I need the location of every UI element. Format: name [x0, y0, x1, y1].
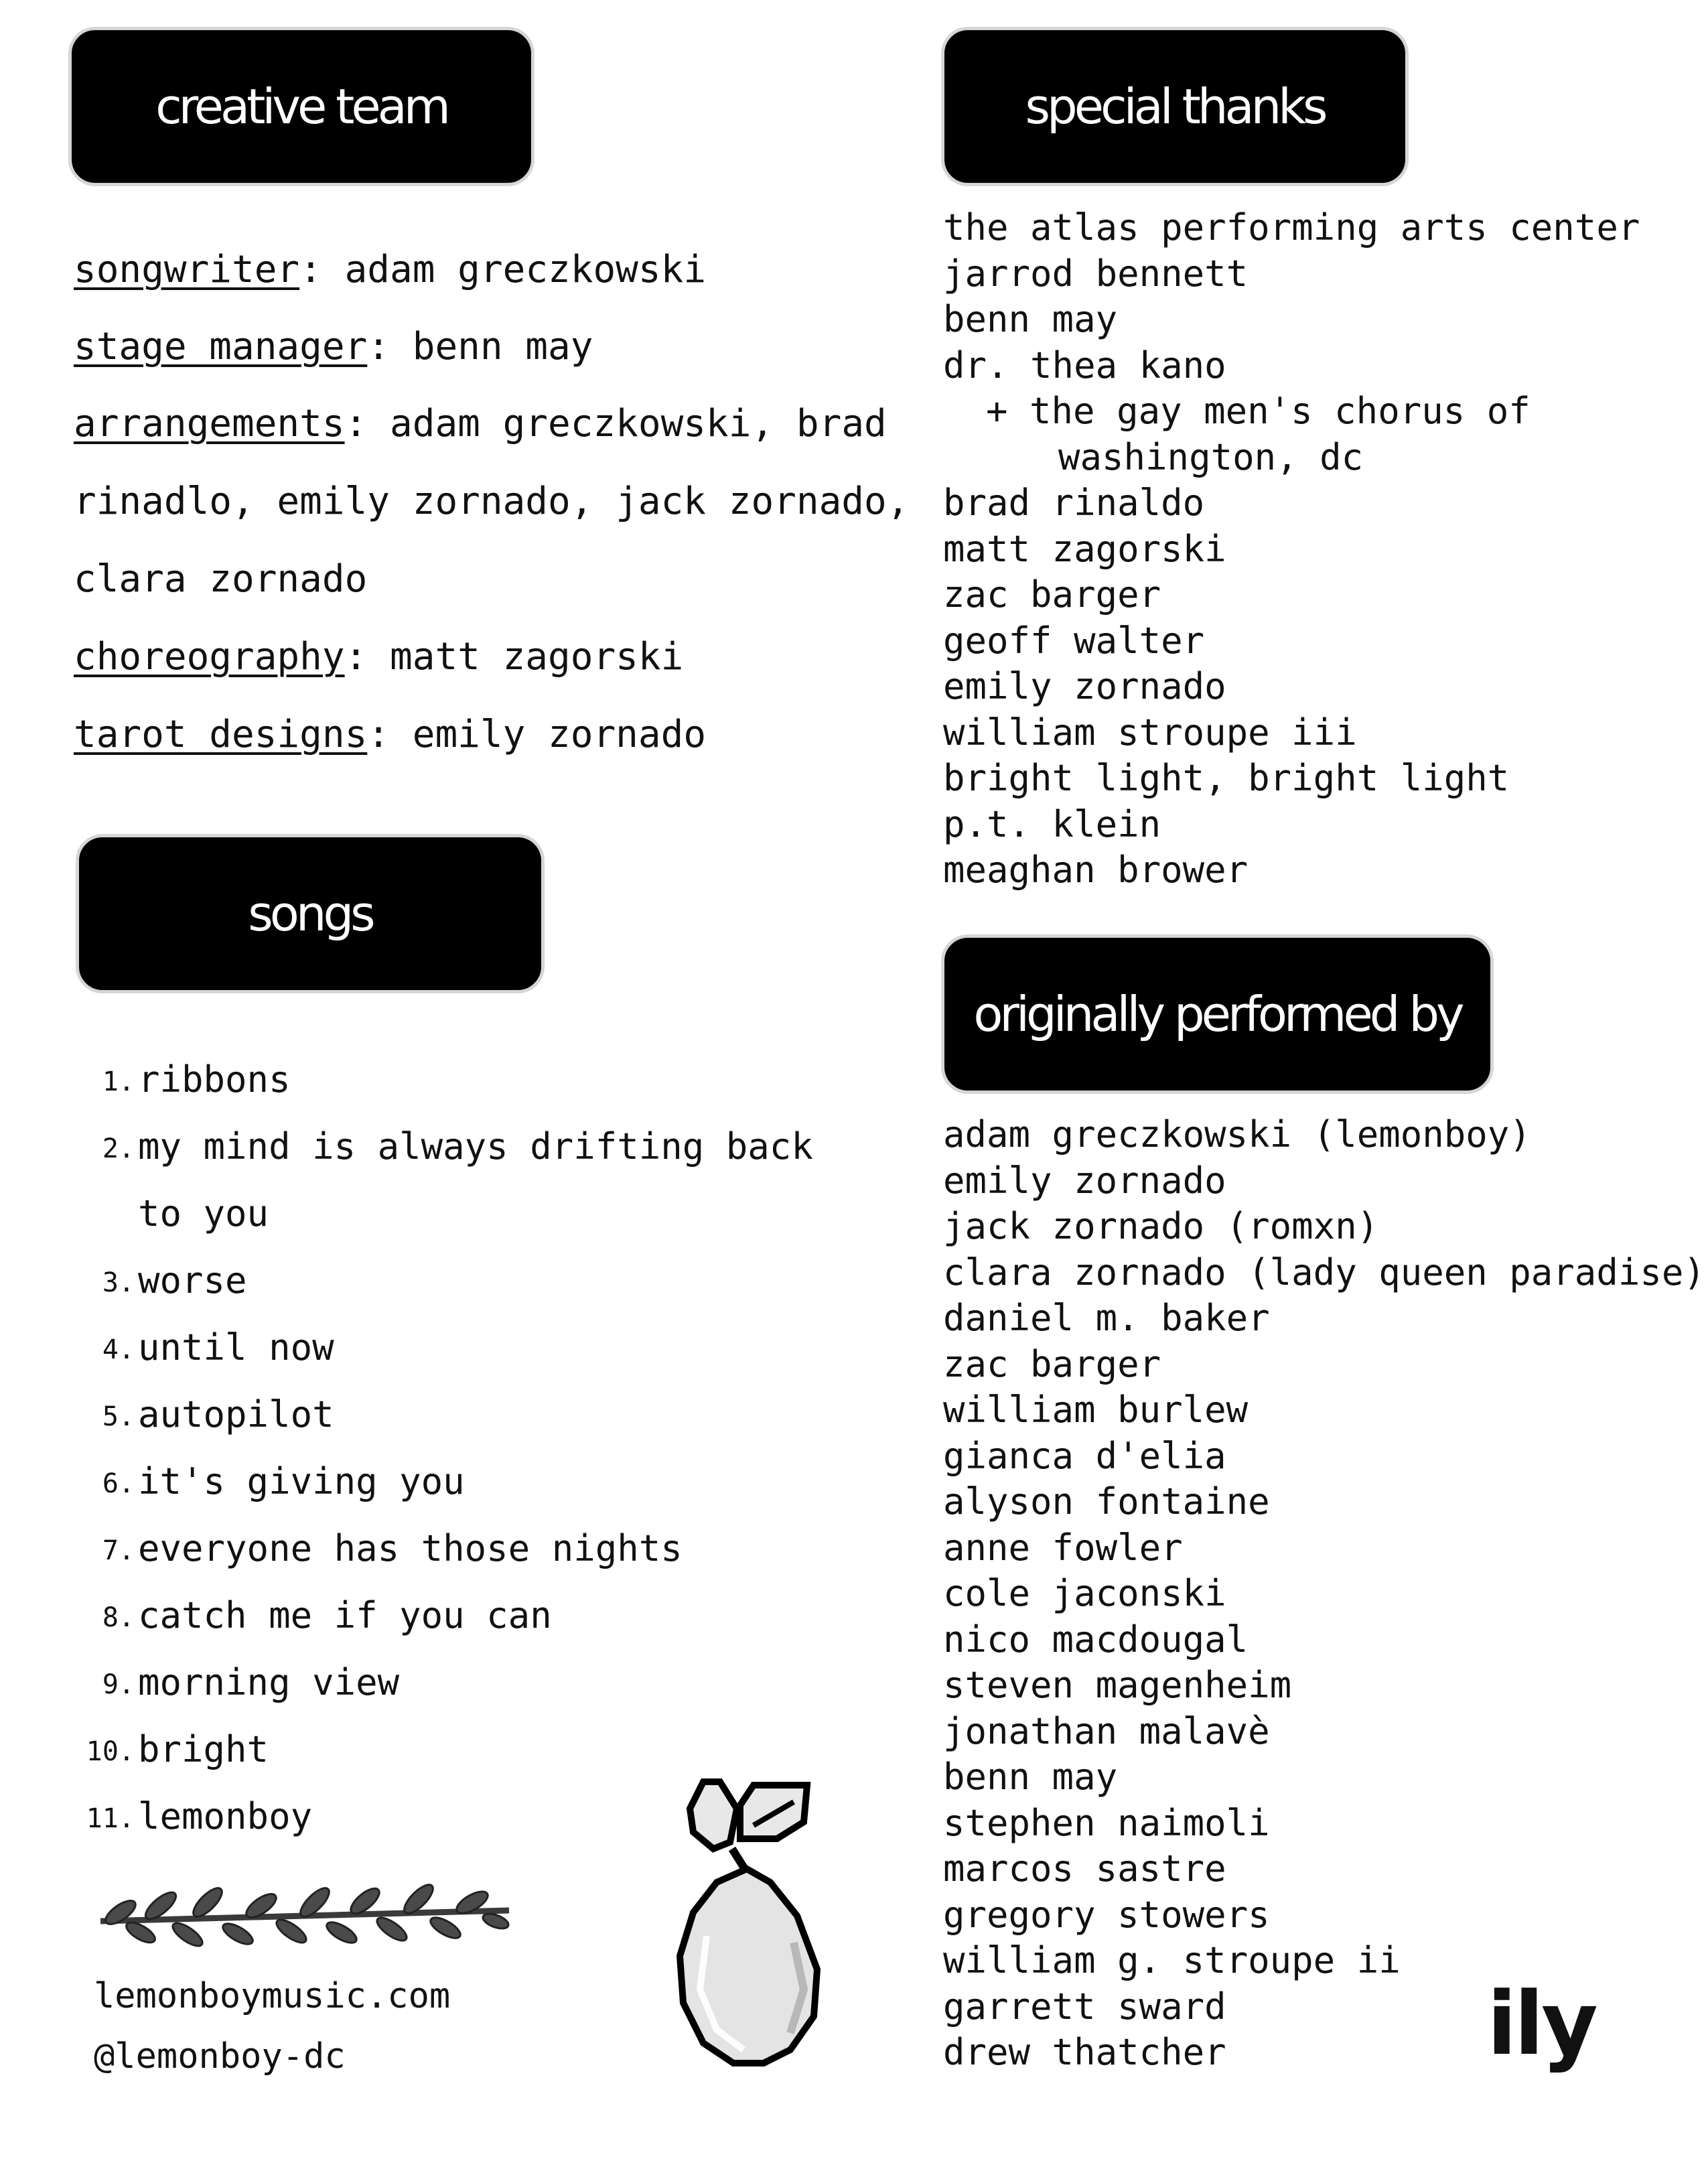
performer-item: marcos sastre — [943, 1847, 1226, 1890]
song-number: 3. — [102, 1267, 135, 1298]
song-item-continued — [138, 1192, 269, 1235]
song-number: 8. — [102, 1602, 135, 1633]
song-item — [102, 1259, 247, 1302]
songs-heading: songs — [76, 834, 545, 993]
performer-item: clara zornado (lady queen paradise) — [943, 1251, 1705, 1293]
credit-tarot-designs: tarot designs: emily zornado — [74, 713, 707, 756]
performer-item: garrett sward — [943, 1985, 1226, 2028]
performer-item: stephen naimoli — [943, 1801, 1270, 1844]
song-title: until now — [138, 1326, 334, 1369]
song-item — [102, 1393, 334, 1435]
song-title: it's giving you — [138, 1460, 465, 1502]
song-title: to you — [138, 1192, 269, 1235]
special-thanks-heading: special thanks — [941, 27, 1409, 186]
song-title: lemonboy — [138, 1795, 313, 1837]
social-handle[interactable]: @lemonboy-dc — [94, 2036, 346, 2077]
credit-names: emily zornado — [412, 713, 707, 756]
credit-choreography: choreography: matt zagorski — [74, 635, 684, 679]
creative-team-heading: creative team — [68, 27, 535, 186]
song-item — [102, 1527, 683, 1569]
thanks-item: william stroupe iii — [943, 711, 1357, 754]
song-item — [102, 1594, 552, 1636]
credit-songwriter: songwriter: adam greczkowski — [74, 248, 707, 291]
song-number: 7. — [102, 1535, 135, 1566]
song-title: bright — [138, 1728, 269, 1770]
song-number: 6. — [102, 1468, 135, 1499]
performer-item: adam greczkowski (lemonboy) — [943, 1113, 1531, 1155]
song-number: 1. — [102, 1066, 135, 1097]
performer-item: gianca d'elia — [943, 1434, 1226, 1477]
performer-item: jack zornado (romxn) — [943, 1205, 1379, 1247]
thanks-item: benn may — [943, 298, 1118, 340]
credit-names: adam greczkowski, brad — [390, 402, 887, 445]
performer-item: cole jaconski — [943, 1572, 1226, 1614]
credit-stage-manager: stage manager: benn may — [74, 325, 593, 368]
credit-names: adam greczkowski — [344, 248, 707, 291]
thanks-item: matt zagorski — [943, 527, 1226, 570]
thanks-item: dr. thea kano — [943, 344, 1226, 387]
performer-item: drew thatcher — [943, 2031, 1226, 2073]
thanks-item: bright light, bright light — [943, 757, 1510, 799]
song-title: ribbons — [138, 1058, 291, 1101]
credit-names: rinadlo, emily zornado, jack zornado, — [74, 480, 910, 523]
website-link[interactable]: lemonboymusic.com — [94, 1976, 451, 2016]
credit-names: benn may — [412, 325, 593, 368]
song-number: 9. — [102, 1669, 135, 1700]
performer-item: emily zornado — [943, 1159, 1226, 1202]
credit-role: tarot designs — [74, 713, 368, 756]
credit-role: songwriter — [74, 248, 300, 291]
performers-list — [943, 1112, 1705, 2076]
song-number: 4. — [102, 1334, 135, 1365]
song-item — [102, 1058, 291, 1101]
performer-item: steven magenheim — [943, 1664, 1292, 1706]
performer-item: william g. stroupe ii — [943, 1939, 1401, 1981]
thanks-item: the atlas performing arts center — [943, 206, 1640, 249]
thanks-item: zac barger — [943, 573, 1161, 616]
credit-role: arrangements — [74, 402, 345, 445]
credit-continued — [74, 480, 909, 523]
thanks-item: emily zornado — [943, 665, 1226, 707]
originally-performed-by-heading: originally performed by — [941, 934, 1494, 1094]
song-title: worse — [138, 1259, 247, 1302]
performer-item: gregory stowers — [943, 1893, 1270, 1936]
song-number: 2. — [102, 1133, 135, 1164]
song-item — [102, 1326, 334, 1369]
credit-role: choreography — [74, 635, 345, 679]
thanks-item: + the gay men's chorus of — [986, 390, 1531, 432]
credit-arrangements: arrangements: adam greczkowski, brad — [74, 402, 887, 445]
performer-item: benn may — [943, 1756, 1118, 1798]
performer-item: jonathan malavè — [943, 1709, 1270, 1752]
performer-item: nico macdougal — [943, 1618, 1249, 1661]
signoff-text: ily — [1487, 1973, 1595, 2075]
song-item — [102, 1661, 400, 1703]
thanks-item: meaghan brower — [943, 849, 1249, 891]
credit-continued — [74, 557, 367, 601]
thanks-item: p.t. klein — [943, 802, 1161, 845]
performer-item: william burlew — [943, 1389, 1249, 1431]
song-title: everyone has those nights — [138, 1527, 683, 1569]
song-number: 11. — [86, 1803, 135, 1834]
thanks-item: brad rinaldo — [943, 482, 1205, 524]
song-item — [86, 1795, 313, 1837]
song-item — [86, 1728, 269, 1770]
lemon-icon — [653, 1768, 834, 2077]
credit-names: clara zornado — [74, 557, 368, 601]
vine-divider-icon — [94, 1869, 522, 1963]
credit-role: stage manager — [74, 325, 368, 368]
song-title: morning view — [138, 1661, 400, 1703]
performer-item: zac barger — [943, 1342, 1161, 1385]
thanks-item: geoff walter — [943, 619, 1205, 662]
performer-item: alyson fontaine — [943, 1480, 1270, 1523]
song-title: my mind is always drifting back — [138, 1125, 813, 1168]
song-number: 5. — [102, 1401, 135, 1432]
special-thanks-list — [943, 205, 1640, 894]
song-number: 10. — [86, 1736, 135, 1767]
performer-item: daniel m. baker — [943, 1297, 1270, 1339]
credit-names: matt zagorski — [390, 635, 684, 679]
thanks-item-continued: washington, dc — [1058, 435, 1364, 478]
song-title: autopilot — [138, 1393, 334, 1435]
song-item — [102, 1125, 813, 1168]
song-item — [102, 1460, 465, 1502]
song-title: catch me if you can — [138, 1594, 552, 1636]
performer-item: anne fowler — [943, 1526, 1183, 1569]
thanks-item: jarrod bennett — [943, 252, 1249, 295]
